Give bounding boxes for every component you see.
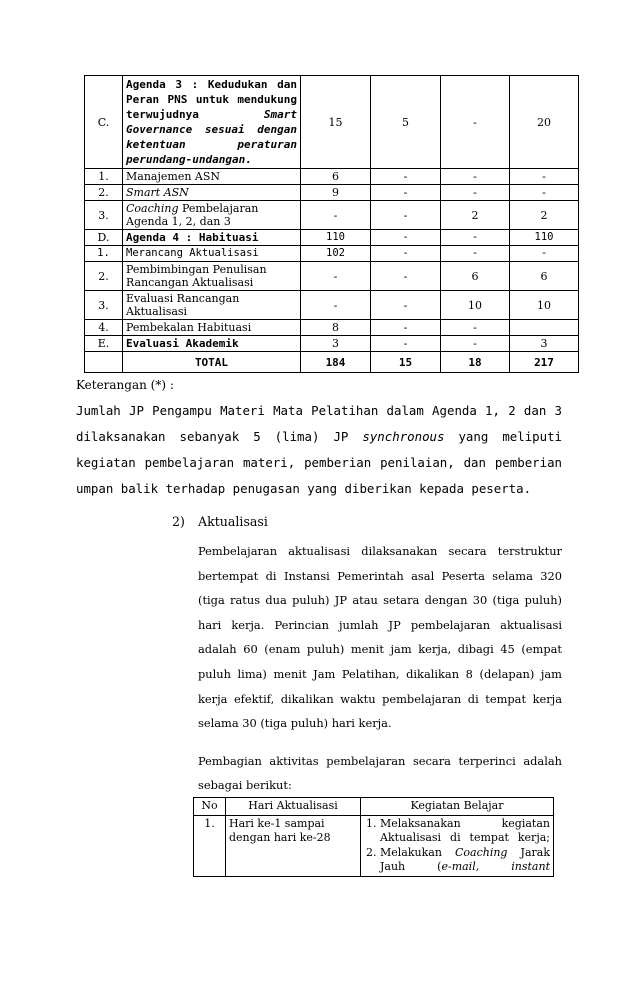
total-value: 15 [371, 352, 441, 373]
cell-value: - [441, 246, 510, 262]
table-row [85, 246, 579, 262]
cell-value: - [371, 185, 441, 201]
cell-value: - [371, 320, 441, 336]
keterangan-paragraph: Jumlah JP Pengampu Materi Mata Pelatihan dalam Agenda 1, 2 dan 3 dilaksanakan sebanyak 5 (lima) JP synchronous yang meliputi kegiatan pembelajaran materi, pemberian penilaian, dan pemberian umpan balik terhadap penugasan yang diberikan kepada peserta. [76, 403, 562, 496]
row-number: 1. [194, 815, 226, 876]
list-item: 1. Melaksanakan kegiatan Aktualisasi di tempat kerja; [380, 817, 550, 846]
row-number: 1. [85, 169, 123, 185]
cell-value: 10 [510, 291, 579, 320]
cell-value: 3 [301, 336, 371, 352]
cell-value: - [301, 291, 371, 320]
cell-value: 102 [301, 246, 371, 262]
cell-value: 6 [301, 169, 371, 185]
row-number: 2. [85, 262, 123, 291]
cell-value: - [371, 291, 441, 320]
cell-value: - [301, 262, 371, 291]
row-label: Manajemen ASN [123, 169, 301, 185]
cell-value: 5 [371, 76, 441, 169]
column-header: Hari Aktualisasi [226, 798, 361, 816]
cell-value: - [510, 185, 579, 201]
row-label: Pembimbingan Penulisan Rancangan Aktualisasi [123, 262, 301, 291]
table-row [85, 76, 579, 169]
total-spacer [85, 352, 123, 373]
row-label: Pembekalan Habituasi [123, 320, 301, 336]
cell-value: - [441, 76, 510, 169]
cell-value: 10 [441, 291, 510, 320]
row-label: Coaching Pembelajaran Agenda 1, 2, dan 3 [123, 201, 301, 230]
kegiatan-belajar [361, 815, 554, 876]
row-label: Merancang Aktualisasi [123, 246, 301, 262]
cell-value: - [510, 169, 579, 185]
cell-value: - [371, 201, 441, 230]
total-value: 18 [441, 352, 510, 373]
pembagian-paragraph: Pembagian aktivitas pembelajaran secara terperinci adalah sebagai berikut: [198, 754, 562, 792]
cell-value: - [371, 336, 441, 352]
cell-value: - [441, 230, 510, 246]
cell-value: - [371, 169, 441, 185]
cell-value: - [441, 320, 510, 336]
cell-value: 2 [441, 201, 510, 230]
table-row [85, 201, 579, 230]
aktualisasi-paragraph: Pembelajaran aktualisasi dilaksanakan secara terstruktur bertempat di Instansi Pemerintah asal Peserta selama 320 (tiga ratus dua puluh) JP atau setara dengan 30 (tiga puluh) hari kerja. Perincian jumlah JP pembelajaran aktualisasi adalah 60 (enam puluh) menit jam kerja, dibagi 45 (empat puluh lima) menit Jam Pelatihan, dikalikan 8 (delapan) jam kerja efektif, dikalikan waktu pembelajaran di tempat kerja selama 30 (tiga puluh) hari kerja. [198, 544, 562, 731]
cell-value: 3 [510, 336, 579, 352]
row-number: D. [85, 230, 123, 246]
row-number: 2. [85, 185, 123, 201]
cell-value: 8 [301, 320, 371, 336]
cell-value: 2 [510, 201, 579, 230]
row-number: 3. [85, 201, 123, 230]
cell-value: - [441, 336, 510, 352]
table-row [85, 262, 579, 291]
cell-value: - [441, 169, 510, 185]
row-label: Smart ASN [123, 185, 301, 201]
activity-table [193, 797, 554, 877]
total-label: TOTAL [123, 352, 301, 373]
cell-value: 110 [301, 230, 371, 246]
total-value: 184 [301, 352, 371, 373]
curriculum-table [84, 75, 579, 373]
row-label: Evaluasi Rancangan Aktualisasi [123, 291, 301, 320]
row-number: C. [85, 76, 123, 169]
cell-value: - [371, 230, 441, 246]
section-number: 2) [172, 514, 185, 529]
cell-value: - [371, 246, 441, 262]
total-value: 217 [510, 352, 579, 373]
table-row [85, 185, 579, 201]
cell-value: - [441, 185, 510, 201]
row-number: 4. [85, 320, 123, 336]
table-row [85, 291, 579, 320]
table-row [85, 320, 579, 336]
cell-value: - [371, 262, 441, 291]
cell-value [510, 320, 579, 336]
cell-value: 6 [510, 262, 579, 291]
column-header: No [194, 798, 226, 816]
cell-value: 110 [510, 230, 579, 246]
evaluasi-akademik-title: Evaluasi Akademik [123, 336, 301, 352]
cell-value: - [510, 246, 579, 262]
table-row [85, 336, 579, 352]
cell-value: 20 [510, 76, 579, 169]
hari-aktualisasi: Hari ke-1 sampai dengan hari ke-28 [226, 815, 361, 876]
agenda-3-title: Agenda 3 : Kedudukan dan Peran PNS untuk mendukung terwujudnya Smart Governance sesuai dengan ketentuan peraturan perundang-undangan. [123, 76, 301, 169]
keterangan-label: Keterangan (*) : [76, 378, 174, 392]
table-row [85, 230, 579, 246]
agenda-4-title: Agenda 4 : Habituasi [123, 230, 301, 246]
row-number: 3. [85, 291, 123, 320]
cell-value: 15 [301, 76, 371, 169]
cell-value: 6 [441, 262, 510, 291]
column-header: Kegiatan Belajar [361, 798, 554, 816]
table-row [85, 169, 579, 185]
row-number: 1. [85, 246, 123, 262]
cell-value: - [301, 201, 371, 230]
table-header-row [194, 798, 554, 816]
table-row [194, 815, 554, 876]
total-row [85, 352, 579, 373]
section-title: Aktualisasi [198, 514, 268, 529]
row-number: E. [85, 336, 123, 352]
list-item: 2. Melakukan Coaching Jarak Jauh (e-mail, instant [380, 846, 550, 875]
cell-value: 9 [301, 185, 371, 201]
